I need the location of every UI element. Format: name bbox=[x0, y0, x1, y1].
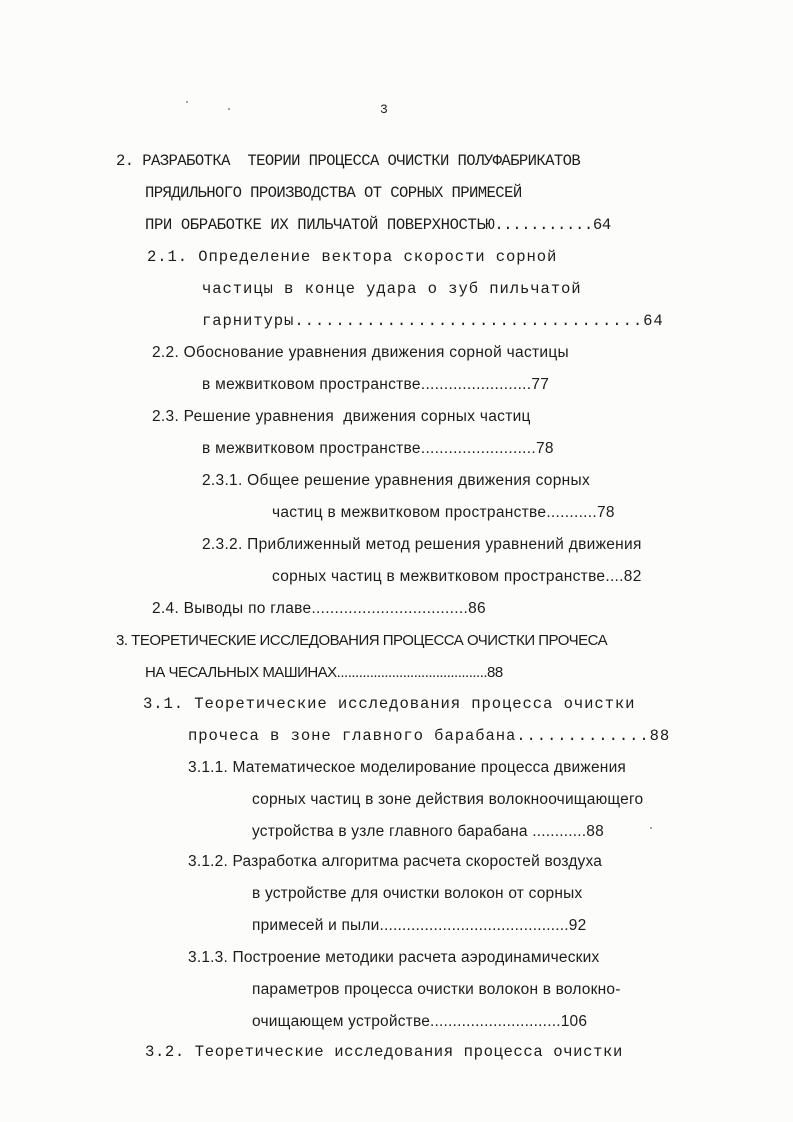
toc-2-3-line-2: в межвитковом пространстве.........................78 bbox=[202, 440, 554, 457]
toc-chapter-2-line-3: ПРИ ОБРАБОТКЕ ИХ ПИЛЬЧАТОЙ ПОВЕРХНОСТЬЮ...........64 bbox=[145, 216, 611, 234]
toc-2-4-line-1: 2.4. Выводы по главе..................................86 bbox=[152, 600, 486, 617]
toc-3-1-1-line-1: 3.1.1. Математическое моделирование процесса движения bbox=[188, 759, 627, 776]
toc-2-3-2-line-1: 2.3.2. Приближенный метод решения уравнений движения bbox=[202, 536, 642, 553]
scan-speck bbox=[228, 108, 230, 110]
toc-3-1-3-line-2: параметров процесса очистки волокон в волокно- bbox=[252, 981, 621, 998]
toc-3-1-1-line-3: устройства в узле главного барабана ............88 bbox=[252, 823, 604, 840]
toc-2-3-2-line-2: сорных частиц в межвитковом пространстве....82 bbox=[272, 568, 642, 585]
toc-3-1-3-line-3: очищающем устройстве.............................106 bbox=[252, 1013, 588, 1030]
scan-speck bbox=[650, 827, 652, 829]
toc-3-1-line-1: 3.1. Теоретические исследования процесса очистки bbox=[143, 695, 636, 713]
toc-2-1-line-3: гарнитуры..................................64 bbox=[202, 312, 664, 330]
toc-2-2-line-2: в межвитковом пространстве........................77 bbox=[202, 376, 550, 393]
toc-2-3-1-line-1: 2.3.1. Общее решение уравнения движения сорных bbox=[202, 472, 590, 489]
toc-chapter-2-line-2: ПРЯДИЛЬНОГО ПРОИЗВОДСТВА ОТ СОРНЫХ ПРИМЕСЕЙ bbox=[145, 184, 522, 202]
toc-2-1-line-2: частицы в конце удара о зуб пильчатой bbox=[202, 280, 582, 298]
toc-3-1-line-2: прочеса в зоне главного барабана.............88 bbox=[188, 727, 671, 745]
toc-2-3-line-1: 2.3. Решение уравнения движения сорных частиц bbox=[152, 408, 531, 425]
toc-3-1-1-line-2: сорных частиц в зоне действия волокноочищающего bbox=[252, 791, 644, 808]
toc-chapter-3-line-1: 3. ТЕОРЕТИЧЕСКИЕ ИССЛЕДОВАНИЯ ПРОЦЕССА ОЧИСТКИ ПРОЧЕСА bbox=[116, 632, 608, 649]
page-number: 3 bbox=[380, 102, 388, 117]
toc-2-3-1-line-2: частиц в межвитковом пространстве...........78 bbox=[272, 504, 615, 521]
toc-3-1-2-line-3: примесей и пыли..........................................92 bbox=[252, 917, 587, 934]
scan-speck bbox=[186, 101, 188, 103]
toc-3-1-2-line-2: в устройстве для очистки волокон от сорных bbox=[252, 885, 583, 902]
toc-3-2-line-1: 3.2. Теоретические исследования процесса очистки bbox=[145, 1043, 623, 1061]
toc-2-1-line-1: 2.1. Определение вектора скорости сорной bbox=[147, 248, 558, 266]
toc-2-2-line-1: 2.2. Обоснование уравнения движения сорной частицы bbox=[152, 344, 569, 361]
toc-chapter-2-line-1: 2. РАЗРАБОТКА ТЕОРИИ ПРОЦЕССА ОЧИСТКИ ПОЛУФАБРИКАТОВ bbox=[116, 152, 581, 170]
toc-3-1-3-line-1: 3.1.3. Построение методики расчета аэродинамических bbox=[188, 949, 600, 966]
toc-chapter-3-line-2: НА ЧЕСАЛЬНЫХ МАШИНАХ.........................................88 bbox=[145, 664, 503, 681]
toc-3-1-2-line-1: 3.1.2. Разработка алгоритма расчета скоростей воздуха bbox=[188, 853, 603, 870]
